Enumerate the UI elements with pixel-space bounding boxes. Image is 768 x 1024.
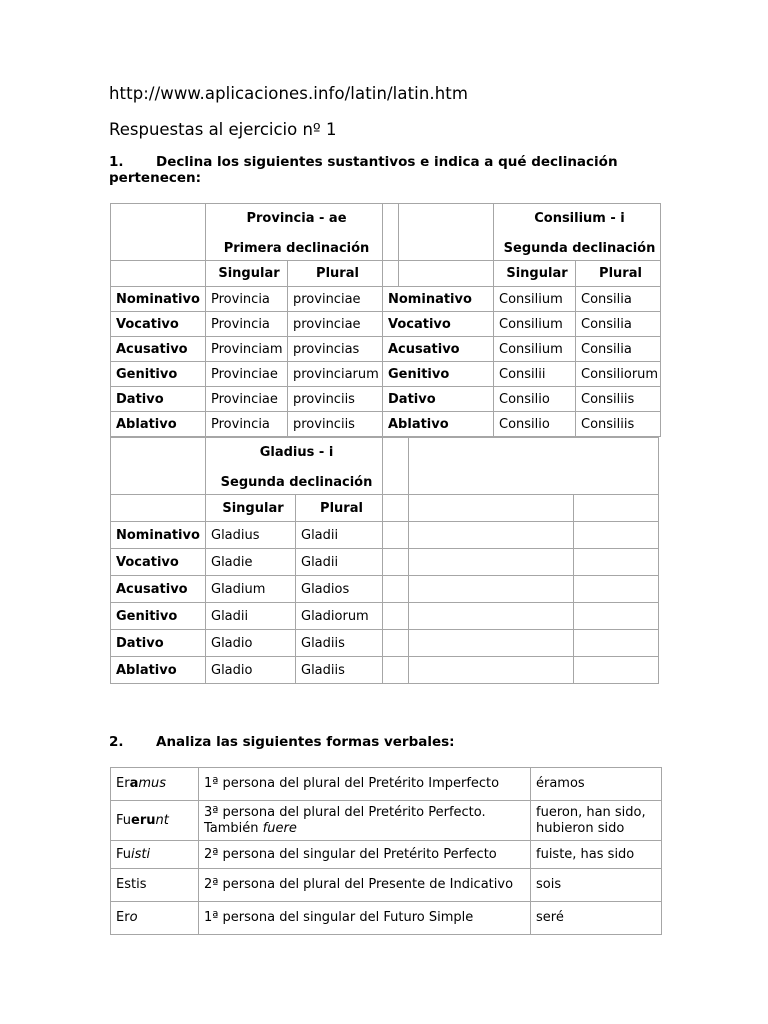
- verb-analysis: [199, 768, 531, 801]
- plural-form: Consilia: [576, 312, 661, 337]
- table-row: [111, 576, 659, 603]
- plural-form: Gladiis: [296, 657, 383, 684]
- verb-translation: [531, 768, 662, 801]
- verb-stem: Fu: [116, 812, 132, 828]
- verb-form: [111, 902, 199, 935]
- case-label: Acusativo: [111, 337, 206, 362]
- empty-cell: [409, 630, 574, 657]
- verb-stem: Fu: [116, 846, 132, 862]
- singular-form: Provincia: [206, 412, 288, 437]
- exercise-1-text: Declina los siguientes sustantivos e indica a qué declinación pertenecen:: [109, 154, 618, 186]
- noun-header-gladius: Gladius - i Segunda declinación: [206, 438, 383, 495]
- verb-vowel: eru: [131, 812, 156, 828]
- case-label: Acusativo: [111, 576, 206, 603]
- exercise-1-number: 1.: [109, 154, 124, 170]
- verb-stem: Estis: [116, 877, 147, 892]
- case-label: Genitivo: [383, 362, 494, 387]
- singular-form: Gladii: [206, 603, 296, 630]
- plural-form: Consiliis: [576, 387, 661, 412]
- corner-cell: [111, 204, 206, 261]
- table-row: [111, 412, 661, 437]
- spacer-cell: [383, 261, 399, 287]
- table-row: [111, 902, 662, 935]
- analysis-text: 3ª persona del plural del Pretérito Perfecto.: [204, 804, 486, 820]
- empty-cell: [409, 603, 574, 630]
- plural-form: provinciae: [288, 312, 383, 337]
- analysis-text: 2ª persona del plural del Presente de Indicativo: [204, 877, 514, 892]
- singular-form: Gladio: [206, 657, 296, 684]
- verb-form: [111, 801, 199, 841]
- empty-cell: [409, 438, 659, 495]
- singular-form: Consilii: [494, 362, 576, 387]
- analysis-note-form: fuere: [262, 820, 297, 836]
- case-label: Dativo: [111, 387, 206, 412]
- verb-analysis: [199, 869, 531, 902]
- table-row: [111, 549, 659, 576]
- plural-form: provinciarum: [288, 362, 383, 387]
- analysis-text: 1ª persona del singular del Futuro Simple: [204, 910, 474, 925]
- col-header-plural: Plural: [288, 261, 383, 287]
- corner-cell: [111, 261, 206, 287]
- noun-header-provincia: Provincia - ae Primera declinación: [206, 204, 383, 261]
- empty-cell: [574, 603, 659, 630]
- plural-form: Consilia: [576, 337, 661, 362]
- empty-cell: [409, 576, 574, 603]
- plural-form: provinciis: [288, 387, 383, 412]
- case-label: Ablativo: [383, 412, 494, 437]
- corner-cell: [399, 204, 494, 261]
- singular-form: Provinciae: [206, 387, 288, 412]
- spacer-cell: [383, 204, 399, 261]
- plural-form: Consiliorum: [576, 362, 661, 387]
- table-row: [111, 337, 661, 362]
- table-row: [111, 657, 659, 684]
- empty-cell: [409, 549, 574, 576]
- verb-translation: [531, 902, 662, 935]
- col-header-plural: Plural: [296, 495, 383, 522]
- declension-table-1: [110, 203, 661, 437]
- verb-form: [111, 768, 199, 801]
- plural-form: Gladii: [296, 549, 383, 576]
- spacer-cell: [383, 603, 409, 630]
- col-header-plural: Plural: [576, 261, 661, 287]
- table-row: [111, 869, 662, 902]
- verb-ending: nt: [155, 812, 169, 828]
- verb-analysis: [199, 902, 531, 935]
- case-label: Nominativo: [383, 287, 494, 312]
- verb-form: [111, 869, 199, 902]
- plural-form: Gladii: [296, 522, 383, 549]
- singular-form: Consilium: [494, 337, 576, 362]
- plural-form: Consilia: [576, 287, 661, 312]
- case-label: Acusativo: [383, 337, 494, 362]
- empty-cell: [409, 522, 574, 549]
- verb-analysis: [199, 801, 531, 841]
- verb-ending: isti: [131, 846, 151, 862]
- verb-ending: o: [129, 910, 138, 925]
- corner-cell: [111, 438, 206, 495]
- singular-form: Provinciam: [206, 337, 288, 362]
- singular-form: Consilium: [494, 287, 576, 312]
- case-label: Vocativo: [111, 549, 206, 576]
- singular-form: Gladio: [206, 630, 296, 657]
- table-row: [111, 387, 661, 412]
- empty-cell: [574, 522, 659, 549]
- spacer-cell: [383, 522, 409, 549]
- plural-form: Gladiorum: [296, 603, 383, 630]
- case-label: Dativo: [111, 630, 206, 657]
- table-row: [111, 312, 661, 337]
- plural-form: Consiliis: [576, 412, 661, 437]
- empty-cell: [574, 657, 659, 684]
- spacer-cell: [383, 657, 409, 684]
- case-label: Dativo: [383, 387, 494, 412]
- case-label: Ablativo: [111, 412, 206, 437]
- verb-analysis: [199, 841, 531, 869]
- singular-form: Provincia: [206, 312, 288, 337]
- analysis-note: También: [204, 820, 263, 836]
- table-row: [111, 801, 662, 841]
- analysis-text: 2ª persona del singular del Pretérito Perfecto: [204, 846, 497, 862]
- singular-form: Consilio: [494, 387, 576, 412]
- empty-cell: [574, 576, 659, 603]
- verb-translation: [531, 869, 662, 902]
- translation-text: fueron, han sido,: [536, 804, 646, 820]
- spacer-cell: [383, 576, 409, 603]
- case-label: Ablativo: [111, 657, 206, 684]
- spacer-cell: [383, 495, 409, 522]
- translation-text: sois: [536, 877, 562, 892]
- translation-text-2: hubieron sido: [536, 820, 625, 836]
- analysis-text: 1ª persona del plural del Pretérito Imperfecto: [204, 776, 500, 791]
- col-header-singular: Singular: [206, 261, 288, 287]
- plural-form: Gladiis: [296, 630, 383, 657]
- translation-text: éramos: [536, 776, 585, 791]
- spacer-cell: [383, 438, 409, 495]
- table-row: [111, 522, 659, 549]
- singular-form: Provinciae: [206, 362, 288, 387]
- case-label: Vocativo: [111, 312, 206, 337]
- case-label: Nominativo: [111, 287, 206, 312]
- plural-form: provinciae: [288, 287, 383, 312]
- table-row: [111, 841, 662, 869]
- plural-form: provinciis: [288, 412, 383, 437]
- case-label: Genitivo: [111, 362, 206, 387]
- declension-table-2: [110, 437, 659, 684]
- translation-text: fuiste, has sido: [536, 846, 635, 862]
- verb-stem: Er: [116, 910, 130, 925]
- singular-form: Provincia: [206, 287, 288, 312]
- singular-form: Gladium: [206, 576, 296, 603]
- table-row: [111, 287, 661, 312]
- verb-analysis-table: [110, 767, 662, 935]
- singular-form: Gladius: [206, 522, 296, 549]
- empty-cell: [574, 549, 659, 576]
- exercise-2-instruction: [109, 734, 455, 750]
- corner-cell: [399, 261, 494, 287]
- exercise-2-text: Analiza las siguientes formas verbales:: [156, 734, 455, 750]
- exercise-1-instruction: [109, 154, 669, 186]
- case-label: Genitivo: [111, 603, 206, 630]
- table-row: [111, 603, 659, 630]
- source-url[interactable]: http://www.aplicaciones.info/latin/latin.htm: [109, 84, 469, 103]
- verb-translation: [531, 841, 662, 869]
- table-row: [111, 630, 659, 657]
- table-row: [111, 362, 661, 387]
- case-label: Vocativo: [383, 312, 494, 337]
- empty-cell: [409, 657, 574, 684]
- singular-form: Gladie: [206, 549, 296, 576]
- exercise-2-number: 2.: [109, 734, 124, 750]
- case-label: Nominativo: [111, 522, 206, 549]
- empty-cell: [409, 495, 574, 522]
- page-title: Respuestas al ejercicio nº 1: [109, 120, 337, 139]
- corner-cell: [111, 495, 206, 522]
- spacer-cell: [383, 630, 409, 657]
- singular-form: Consilio: [494, 412, 576, 437]
- singular-form: Consilium: [494, 312, 576, 337]
- spacer-cell: [383, 549, 409, 576]
- noun-header-consilium: Consilium - i Segunda declinación: [494, 204, 661, 261]
- verb-ending: mus: [138, 776, 167, 791]
- col-header-singular: Singular: [206, 495, 296, 522]
- empty-cell: [574, 630, 659, 657]
- translation-text: seré: [536, 910, 564, 925]
- verb-vowel: a: [129, 776, 139, 791]
- verb-translation: [531, 801, 662, 841]
- table-row: [111, 768, 662, 801]
- verb-form: [111, 841, 199, 869]
- plural-form: provincias: [288, 337, 383, 362]
- col-header-singular: Singular: [494, 261, 576, 287]
- empty-cell: [574, 495, 659, 522]
- plural-form: Gladios: [296, 576, 383, 603]
- verb-stem: Er: [116, 776, 130, 791]
